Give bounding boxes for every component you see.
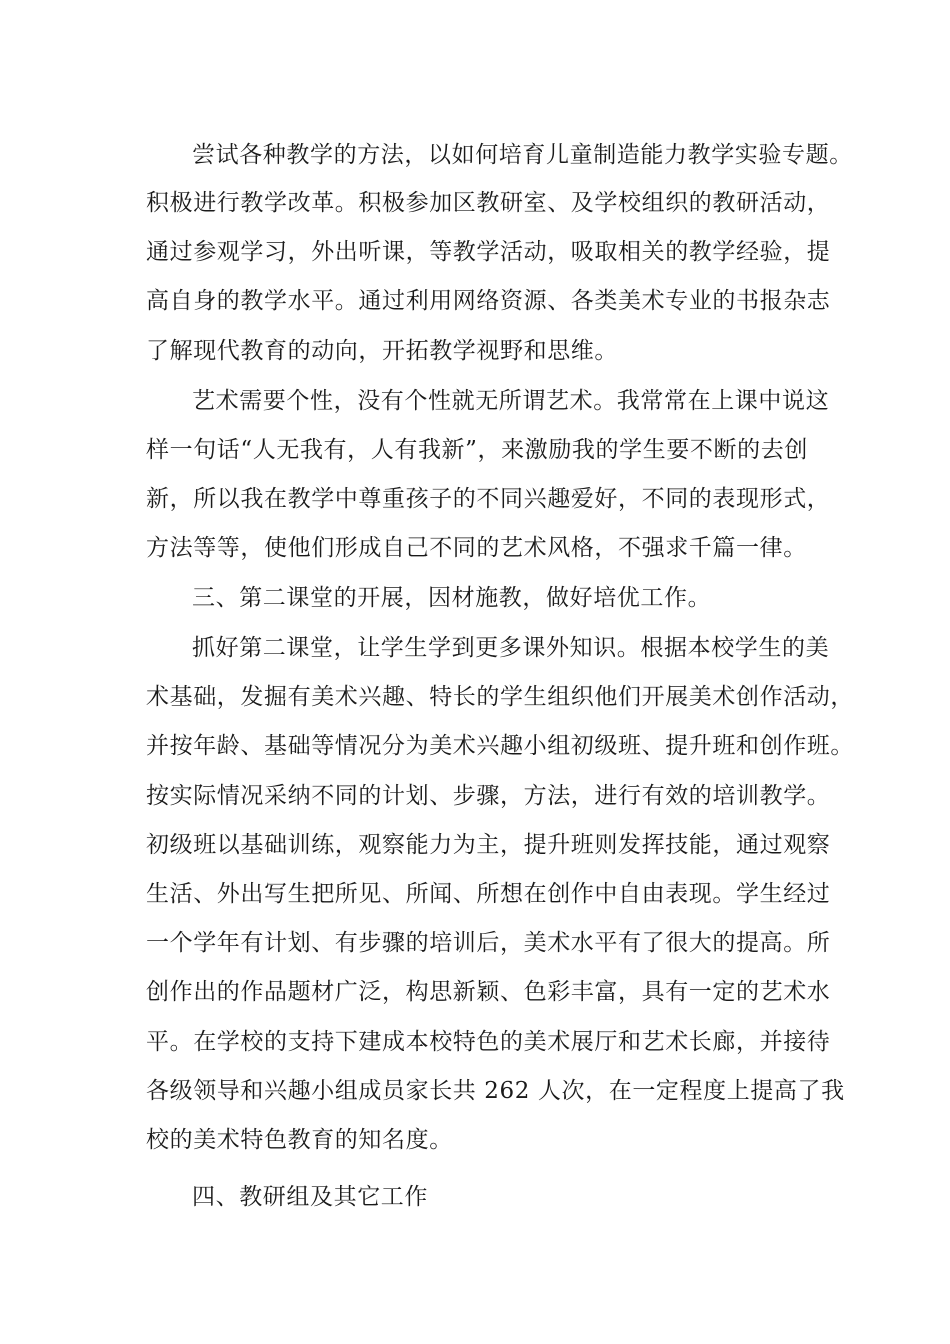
text-line-18: 创作出的作品题材广泛，构思新颖、色彩丰富，具有一定的艺术水 bbox=[146, 979, 831, 1005]
text-line-20: 各级领导和兴趣小组成员家长共 262 人次，在一定程度上提高了我 bbox=[146, 1078, 845, 1104]
text-line-19: 平。在学校的支持下建成本校特色的美术展厅和艺术长廊，并接待 bbox=[146, 1029, 831, 1055]
text-line-11: 抓好第二课堂，让学生学到更多课外知识。根据本校学生的美 bbox=[192, 635, 830, 661]
text-line-21: 校的美术特色教育的知名度。 bbox=[146, 1127, 453, 1153]
section-heading-3: 三、第二课堂的开展，因材施教，做好培优工作。 bbox=[192, 585, 712, 611]
text-line-12: 术基础，发掘有美术兴趣、特长的学生组织他们开展美术创作活动， bbox=[146, 684, 854, 710]
text-line-2: 积极进行教学改革。积极参加区教研室、及学校组织的教研活动， bbox=[146, 190, 831, 216]
text-line-16: 生活、外出写生把所见、所闻、所想在创作中自由表现。学生经过 bbox=[146, 881, 831, 907]
text-line-8: 新，所以我在教学中尊重孩子的不同兴趣爱好，不同的表现形式， bbox=[146, 486, 831, 512]
text-line-7: 样一句话“人无我有，人有我新”，来激励我的学生要不断的去创 bbox=[146, 437, 808, 463]
text-line-13: 并按年龄、基础等情况分为美术兴趣小组初级班、提升班和创作班。 bbox=[146, 733, 854, 759]
text-line-14: 按实际情况采纳不同的计划、步骤，方法，进行有效的培训教学。 bbox=[146, 783, 831, 809]
text-line-9: 方法等等，使他们形成自己不同的艺术风格，不强求千篇一律。 bbox=[146, 535, 807, 561]
text-line-5: 了解现代教育的动向，开拓教学视野和思维。 bbox=[146, 338, 618, 364]
section-heading-4: 四、教研组及其它工作 bbox=[192, 1184, 428, 1210]
text-line-4: 高自身的教学水平。通过利用网络资源、各类美术专业的书报杂志 bbox=[146, 288, 831, 314]
text-line-15: 初级班以基础训练，观察能力为主，提升班则发挥技能，通过观察 bbox=[146, 832, 831, 858]
text-line-3: 通过参观学习，外出听课，等教学活动，吸取相关的教学经验，提 bbox=[146, 239, 831, 265]
text-line-17: 一个学年有计划、有步骤的培训后，美术水平有了很大的提高。所 bbox=[146, 930, 831, 956]
text-line-1: 尝试各种教学的方法，以如何培育儿童制造能力教学实验专题。 bbox=[192, 142, 853, 168]
text-line-6: 艺术需要个性，没有个性就无所谓艺术。我常常在上课中说这 bbox=[192, 388, 830, 414]
